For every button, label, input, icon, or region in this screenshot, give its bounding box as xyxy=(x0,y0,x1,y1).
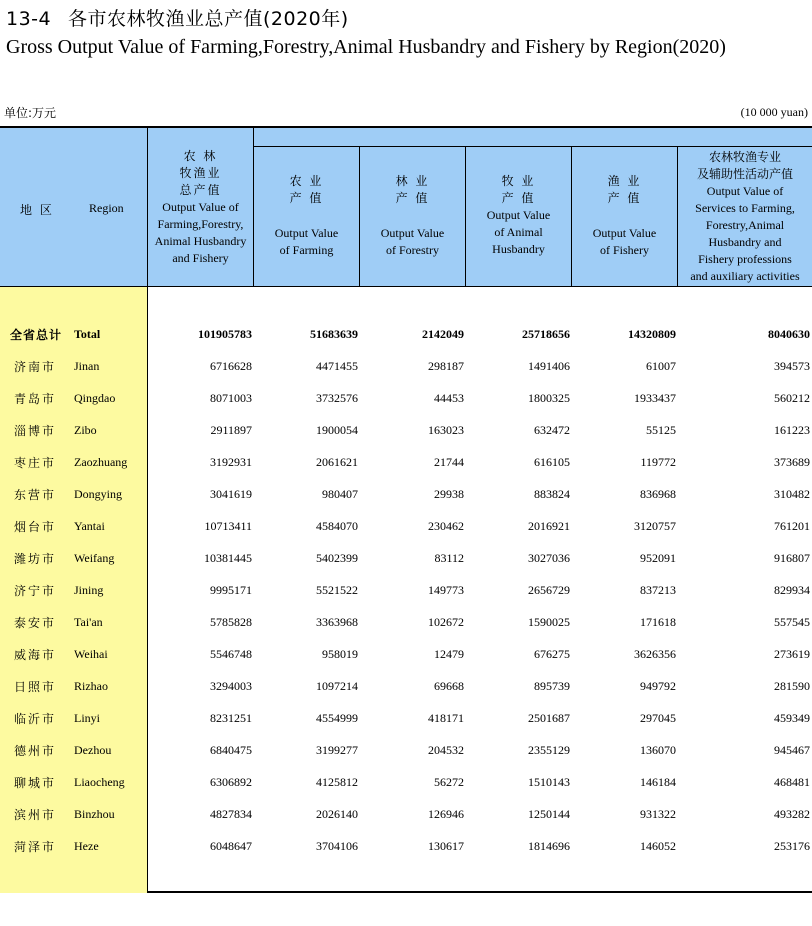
value-fishery: 297045 xyxy=(640,711,676,725)
value-fishery: 119772 xyxy=(640,455,676,469)
table-row xyxy=(0,480,812,512)
region-cn: 东营市 xyxy=(14,488,57,502)
value-animal: 2355129 xyxy=(528,743,570,757)
value-farming: 2026140 xyxy=(316,807,358,821)
region-cn: 临沂市 xyxy=(14,712,57,726)
value-total: 5546748 xyxy=(210,647,252,661)
value-services: 253176 xyxy=(774,839,810,853)
value-animal: 676275 xyxy=(534,647,570,661)
value-forestry: 69668 xyxy=(434,679,464,693)
table-row xyxy=(0,672,812,704)
value-fishery: 931322 xyxy=(640,807,676,821)
table-row xyxy=(0,640,812,672)
value-forestry: 12479 xyxy=(434,647,464,661)
value-fishery: 61007 xyxy=(646,359,676,373)
table-row xyxy=(0,352,812,384)
region-cn: 淄博市 xyxy=(14,424,57,438)
region-cn: 威海市 xyxy=(14,648,57,662)
value-forestry: 230462 xyxy=(428,519,464,533)
region-en: Jining xyxy=(74,583,104,597)
value-total: 6306892 xyxy=(210,775,252,789)
value-animal: 3027036 xyxy=(528,551,570,565)
value-farming: 1097214 xyxy=(316,679,358,693)
data-table xyxy=(0,126,812,893)
value-services: 761201 xyxy=(774,519,810,533)
region-en: Zaozhuang xyxy=(74,455,128,469)
value-farming: 5521522 xyxy=(316,583,358,597)
value-total: 3041619 xyxy=(210,487,252,501)
header-farming xyxy=(254,173,359,259)
value-farming: 4554999 xyxy=(316,711,358,725)
value-animal: 1590025 xyxy=(528,615,570,629)
value-animal: 1800325 xyxy=(528,391,570,405)
value-farming: 51683639 xyxy=(310,327,358,341)
value-total: 6716628 xyxy=(210,359,252,373)
region-cn: 枣庄市 xyxy=(14,456,57,470)
value-animal: 616105 xyxy=(534,455,570,469)
region-cn: 潍坊市 xyxy=(14,552,57,566)
region-en: Heze xyxy=(74,839,99,853)
unit-label-en: (10 000 yuan) xyxy=(740,105,808,119)
value-animal: 1250144 xyxy=(528,807,570,821)
value-services: 557545 xyxy=(774,615,810,629)
header-line: of Forestry xyxy=(386,243,439,257)
region-cn: 德州市 xyxy=(14,744,57,758)
value-farming: 4471455 xyxy=(316,359,358,373)
value-total: 101905783 xyxy=(198,327,252,341)
header-line: Output Value xyxy=(486,208,551,222)
value-services: 394573 xyxy=(774,359,810,373)
header-line: Husbandry xyxy=(492,242,545,256)
region-en: Yantai xyxy=(74,519,105,533)
value-services: 560212 xyxy=(774,391,810,405)
value-farming: 3199277 xyxy=(316,743,358,757)
value-fishery: 3626356 xyxy=(634,647,676,661)
table-row xyxy=(0,608,812,640)
value-fishery: 146052 xyxy=(640,839,676,853)
value-services: 829934 xyxy=(774,583,810,597)
header-line: Output Value xyxy=(274,226,339,240)
value-farming: 3363968 xyxy=(316,615,358,629)
value-services: 310482 xyxy=(774,487,810,501)
region-cn: 聊城市 xyxy=(14,776,57,790)
header-line: Output Value xyxy=(592,226,657,240)
value-services: 373689 xyxy=(774,455,810,469)
value-total: 10713411 xyxy=(204,519,252,533)
table-row xyxy=(0,800,812,832)
value-fishery: 14320809 xyxy=(628,327,676,341)
value-forestry: 163023 xyxy=(428,423,464,437)
value-fishery: 949792 xyxy=(640,679,676,693)
region-cn: 菏泽市 xyxy=(14,840,57,854)
value-services: 273619 xyxy=(774,647,810,661)
value-forestry: 204532 xyxy=(428,743,464,757)
value-farming: 2061621 xyxy=(316,455,358,469)
table-number: 13-4 xyxy=(6,8,52,30)
value-total: 10381445 xyxy=(204,551,252,565)
header-line: 牧 业 xyxy=(501,174,536,188)
value-farming: 980407 xyxy=(322,487,358,501)
value-services: 161223 xyxy=(774,423,810,437)
header-line: Animal Husbandry xyxy=(154,234,247,248)
value-animal: 1814696 xyxy=(528,839,570,853)
region-en: Tai'an xyxy=(74,615,103,629)
value-farming: 958019 xyxy=(322,647,358,661)
header-line: of Farming xyxy=(279,243,334,257)
table-row xyxy=(0,544,812,576)
value-forestry: 149773 xyxy=(428,583,464,597)
region-en: Qingdao xyxy=(74,391,116,405)
value-total: 3192931 xyxy=(210,455,252,469)
header-line: and Fishery xyxy=(172,251,229,265)
region-en: Dongying xyxy=(74,487,122,501)
value-total: 6840475 xyxy=(210,743,252,757)
header-line: 渔 业 xyxy=(607,174,642,188)
header-line: 林 业 xyxy=(395,174,430,188)
value-services: 493282 xyxy=(774,807,810,821)
table-row xyxy=(0,416,812,448)
value-forestry: 29938 xyxy=(434,487,464,501)
header-line: of Fishery xyxy=(600,243,649,257)
header-line: 及辅助性活动产值 xyxy=(696,167,793,181)
value-services: 468481 xyxy=(774,775,810,789)
value-forestry: 21744 xyxy=(434,455,464,469)
value-farming: 5402399 xyxy=(316,551,358,565)
value-forestry: 44453 xyxy=(434,391,464,405)
region-cn: 滨州市 xyxy=(14,808,57,822)
region-en: Zibo xyxy=(74,423,97,437)
value-farming: 4584070 xyxy=(316,519,358,533)
table-row xyxy=(0,736,812,768)
value-total: 8231251 xyxy=(210,711,252,725)
header-total xyxy=(148,148,253,267)
value-forestry: 126946 xyxy=(428,807,464,821)
region-en: Total xyxy=(74,327,101,341)
region-en: Rizhao xyxy=(74,679,108,693)
header-line: 农林牧渔专业 xyxy=(708,150,781,164)
region-en: Binzhou xyxy=(74,807,115,821)
header-fishery xyxy=(572,173,677,259)
value-forestry: 56272 xyxy=(434,775,464,789)
table-row xyxy=(0,704,812,736)
header-animal xyxy=(466,173,571,258)
value-animal: 883824 xyxy=(534,487,570,501)
table-row xyxy=(0,832,812,864)
table-title-en: Gross Output Value of Farming,Forestry,Animal Husbandry and Fishery by Region(2020) xyxy=(6,36,726,58)
value-farming: 1900054 xyxy=(316,423,358,437)
region-header-cell xyxy=(0,128,147,287)
table-row xyxy=(0,768,812,800)
unit-label-cn: 单位:万元 xyxy=(4,106,57,120)
header-line: Output Value xyxy=(380,226,445,240)
value-services: 281590 xyxy=(774,679,810,693)
value-total: 6048647 xyxy=(210,839,252,853)
region-cn: 青岛市 xyxy=(14,392,57,406)
header-line: 农 林 xyxy=(183,149,218,163)
table-row xyxy=(0,512,812,544)
header-line: 农 业 xyxy=(289,174,324,188)
value-animal: 632472 xyxy=(534,423,570,437)
value-services: 459349 xyxy=(774,711,810,725)
value-fishery: 146184 xyxy=(640,775,676,789)
table-row xyxy=(0,576,812,608)
region-cn: 日照市 xyxy=(14,680,57,694)
value-animal: 895739 xyxy=(534,679,570,693)
value-forestry: 298187 xyxy=(428,359,464,373)
header-line: 产 值 xyxy=(289,191,324,205)
header-line: Forestry,Animal xyxy=(705,218,785,232)
header-line: Services to Farming, xyxy=(695,201,795,215)
header-line: Husbandry and xyxy=(708,235,782,249)
region-en: Linyi xyxy=(74,711,100,725)
value-total: 4827834 xyxy=(210,807,252,821)
value-animal: 25718656 xyxy=(522,327,570,341)
value-fishery: 952091 xyxy=(640,551,676,565)
value-forestry: 2142049 xyxy=(422,327,464,341)
header-band xyxy=(148,128,812,287)
value-farming: 3704106 xyxy=(316,839,358,853)
header-divider xyxy=(254,146,812,147)
header-line: of Animal xyxy=(494,225,543,239)
header-forestry xyxy=(360,173,465,259)
value-animal: 1510143 xyxy=(528,775,570,789)
value-farming: 3732576 xyxy=(316,391,358,405)
value-fishery: 3120757 xyxy=(634,519,676,533)
header-line: 牧渔业 xyxy=(179,166,222,180)
value-animal: 2656729 xyxy=(528,583,570,597)
header-line: 产 值 xyxy=(395,191,430,205)
value-fishery: 1933437 xyxy=(634,391,676,405)
region-cn: 济宁市 xyxy=(14,584,57,598)
header-line: and auxiliary activities xyxy=(690,269,800,283)
value-services: 8040630 xyxy=(768,327,810,341)
region-header-cn: 地 区 xyxy=(20,203,54,217)
value-animal: 1491406 xyxy=(528,359,570,373)
region-en: Liaocheng xyxy=(74,775,125,789)
header-line: Farming,Forestry, xyxy=(157,217,244,231)
title-cn-text: 各市农林牧渔业总产值(2020年) xyxy=(68,8,349,30)
value-total: 8071003 xyxy=(210,391,252,405)
value-forestry: 418171 xyxy=(428,711,464,725)
value-services: 916807 xyxy=(774,551,810,565)
table-title-cn xyxy=(6,4,349,31)
value-fishery: 171618 xyxy=(640,615,676,629)
value-forestry: 130617 xyxy=(428,839,464,853)
table-row-total xyxy=(0,320,812,352)
header-line: Output Value of xyxy=(162,200,239,214)
value-fishery: 837213 xyxy=(640,583,676,597)
value-total: 5785828 xyxy=(210,615,252,629)
value-total: 2911897 xyxy=(210,423,252,437)
value-services: 945467 xyxy=(774,743,810,757)
region-cn: 全省总计 xyxy=(10,328,63,342)
value-forestry: 83112 xyxy=(434,551,464,565)
value-fishery: 836968 xyxy=(640,487,676,501)
region-en: Jinan xyxy=(74,359,100,373)
header-line: 产 值 xyxy=(607,191,642,205)
region-cn: 烟台市 xyxy=(14,520,57,534)
value-fishery: 55125 xyxy=(646,423,676,437)
value-animal: 2016921 xyxy=(528,519,570,533)
header-line: Fishery professions xyxy=(698,252,792,266)
header-line: 总产值 xyxy=(179,183,222,197)
value-farming: 4125812 xyxy=(316,775,358,789)
region-cn: 泰安市 xyxy=(14,616,57,630)
header-services xyxy=(678,149,812,285)
header-line: Output Value of xyxy=(706,184,784,198)
value-forestry: 102672 xyxy=(428,615,464,629)
table-row xyxy=(0,384,812,416)
region-cn: 济南市 xyxy=(14,360,57,374)
region-en: Weihai xyxy=(74,647,108,661)
value-fishery: 136070 xyxy=(640,743,676,757)
region-en: Weifang xyxy=(74,551,115,565)
region-en: Dezhou xyxy=(74,743,112,757)
table-row xyxy=(0,448,812,480)
value-total: 3294003 xyxy=(210,679,252,693)
region-header-en: Region xyxy=(89,201,124,215)
header-line: 产 值 xyxy=(501,191,536,205)
value-total: 9995171 xyxy=(210,583,252,597)
value-animal: 2501687 xyxy=(528,711,570,725)
